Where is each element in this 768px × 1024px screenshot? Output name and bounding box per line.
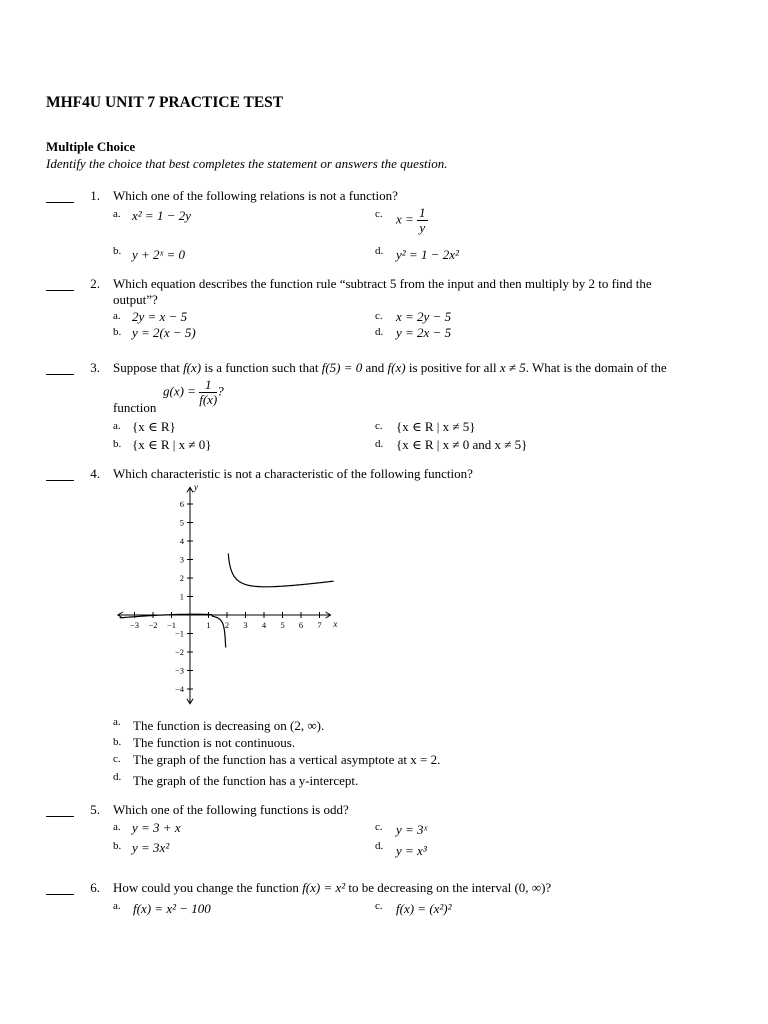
option-label: d.	[375, 326, 384, 338]
q3-text-e: . What is the domain of the	[525, 360, 667, 375]
option-label: c.	[375, 900, 383, 912]
option-text: {x ∈ R | x ≠ 0}	[132, 437, 212, 452]
option-label: a.	[113, 900, 121, 912]
question-number: 4.	[90, 466, 100, 481]
option-label: b.	[113, 840, 122, 852]
option-text: y = 3ˣ	[396, 822, 428, 837]
option-text: x = 2y − 5	[396, 309, 452, 324]
y-tick-label: 3	[179, 554, 184, 565]
q3-fx-2: f(x)	[387, 360, 406, 375]
option-text: y = 3 + x	[132, 820, 181, 835]
question-number: 3.	[90, 360, 100, 375]
option-text: y = x³	[396, 843, 427, 858]
option-text: y + 2ˣ = 0	[132, 247, 185, 262]
answer-blank-6[interactable]	[46, 894, 74, 895]
option-label: c.	[375, 821, 383, 833]
gx-numerator: 1	[199, 378, 217, 393]
option-label: d.	[375, 438, 384, 450]
option-label: a.	[113, 208, 121, 220]
y-axis-label: y	[194, 482, 198, 493]
x-tick-label: 1	[206, 620, 211, 630]
q3-text-a: Suppose that	[113, 360, 180, 375]
fraction-numerator: 1	[419, 205, 426, 220]
option-label: a.	[113, 420, 121, 432]
option-text: The graph of the function has a y-intercept.	[133, 773, 359, 788]
question-text-function: function	[113, 400, 157, 415]
q3-text-d: is positive for all	[408, 360, 497, 375]
page-title: MHF4U UNIT 7 PRACTICE TEST	[46, 94, 284, 111]
curve-right-branch	[228, 554, 333, 587]
y-tick-label: −4	[174, 684, 184, 694]
q6-text-b: to be decreasing on the interval (0, ∞)?	[348, 880, 552, 895]
option-text: {x ∈ R | x ≠ 5}	[396, 419, 476, 434]
x-tick-label: −2	[148, 620, 158, 630]
question-number: 5.	[90, 802, 100, 817]
option-label: b.	[113, 736, 122, 748]
option-label: b.	[113, 245, 122, 257]
gx-expression	[163, 378, 224, 407]
answer-blank-2[interactable]	[46, 290, 74, 291]
q6-text-a: How could you change the function	[113, 880, 299, 895]
option-label: a.	[113, 310, 121, 322]
graph-axes	[118, 482, 338, 704]
option-text: {x ∈ R | x ≠ 0 and x ≠ 5}	[396, 437, 528, 452]
option-label: c.	[375, 310, 383, 322]
x-tick-label: −3	[129, 620, 140, 630]
q6-fx: f(x) = x²	[302, 880, 346, 895]
y-tick-label: 1	[179, 591, 184, 602]
option-label: d.	[113, 771, 122, 783]
x-tick-label: 2	[224, 620, 230, 630]
function-graph	[110, 480, 350, 716]
q3-text-c: and	[365, 360, 385, 375]
question-text	[113, 880, 551, 896]
option-text: f(x) = (x²)²	[396, 901, 452, 916]
option-label: b.	[113, 326, 122, 338]
y-tick-label: −1	[174, 628, 184, 639]
q3-xne5: x ≠ 5	[499, 360, 526, 375]
question-text: Which one of the following relations is not a function?	[113, 188, 398, 203]
gx-qmark: ?	[217, 383, 224, 399]
fraction-lhs: x =	[396, 211, 414, 227]
option-fraction	[396, 206, 428, 235]
section-heading: Multiple Choice	[46, 139, 136, 154]
x-tick-label: 5	[280, 620, 285, 630]
option-text: x² = 1 − 2y	[132, 208, 191, 223]
q3-fx: f(x)	[183, 360, 202, 375]
answer-blank-5[interactable]	[46, 816, 74, 817]
option-text: y = 3x²	[132, 840, 170, 855]
q3-f5: f(5) = 0	[321, 360, 363, 375]
gx-denominator: f(x)	[199, 392, 218, 407]
option-text: y = 2(x − 5)	[132, 325, 196, 340]
option-label: d.	[375, 245, 384, 257]
answer-blank-4[interactable]	[46, 480, 74, 481]
y-tick-label: 2	[179, 573, 184, 583]
option-text: {x ∈ R}	[132, 419, 176, 434]
question-number: 1.	[90, 188, 100, 203]
question-number: 2.	[90, 276, 100, 291]
question-text	[113, 360, 667, 376]
y-tick-label: 4	[179, 536, 184, 546]
fraction-denominator: y	[419, 220, 426, 235]
option-text: y = 2x − 5	[396, 325, 452, 340]
option-label: c.	[375, 420, 383, 432]
option-text: 2y = x − 5	[132, 309, 188, 324]
question-text: Which one of the following functions is odd?	[113, 802, 349, 817]
option-label: c.	[113, 753, 121, 765]
question-text-continued: output”?	[113, 292, 158, 307]
y-tick-label: −3	[174, 665, 184, 676]
x-tick-label: 4	[261, 620, 267, 630]
answer-blank-1[interactable]	[46, 202, 74, 203]
option-label: d.	[375, 840, 384, 852]
option-label: a.	[113, 821, 121, 833]
question-number: 6.	[90, 880, 100, 895]
question-text: Which equation describes the function rule “subtract 5 from the input and then multiply by 2 to find the	[113, 276, 652, 291]
x-tick-label: −1	[166, 620, 177, 630]
option-text: The function is decreasing on (2, ∞).	[133, 718, 325, 733]
q3-text-b: is a function such that	[204, 360, 319, 375]
graph-ticks	[130, 499, 322, 694]
option-text: The function is not continuous.	[133, 735, 296, 750]
gx-lhs: g(x) =	[163, 383, 196, 399]
answer-blank-3[interactable]	[46, 374, 74, 375]
option-label: b.	[113, 438, 122, 450]
x-axis-label: x	[333, 619, 338, 629]
option-text: y² = 1 − 2x²	[396, 247, 459, 262]
x-tick-label: 7	[317, 620, 322, 630]
x-tick-label: 3	[243, 620, 248, 630]
x-tick-label: 6	[298, 620, 304, 630]
option-label: a.	[113, 716, 121, 728]
option-text: The graph of the function has a vertical asymptote at x = 2.	[133, 752, 441, 767]
question-text: Which characteristic is not a characteristic of the following function?	[113, 466, 473, 481]
option-label: c.	[375, 208, 383, 220]
y-tick-label: 6	[179, 499, 184, 509]
y-tick-label: −2	[174, 647, 184, 657]
y-tick-label: 5	[179, 517, 184, 528]
instructions: Identify the choice that best completes the statement or answers the question.	[46, 156, 448, 171]
option-text: f(x) = x² − 100	[133, 901, 211, 916]
